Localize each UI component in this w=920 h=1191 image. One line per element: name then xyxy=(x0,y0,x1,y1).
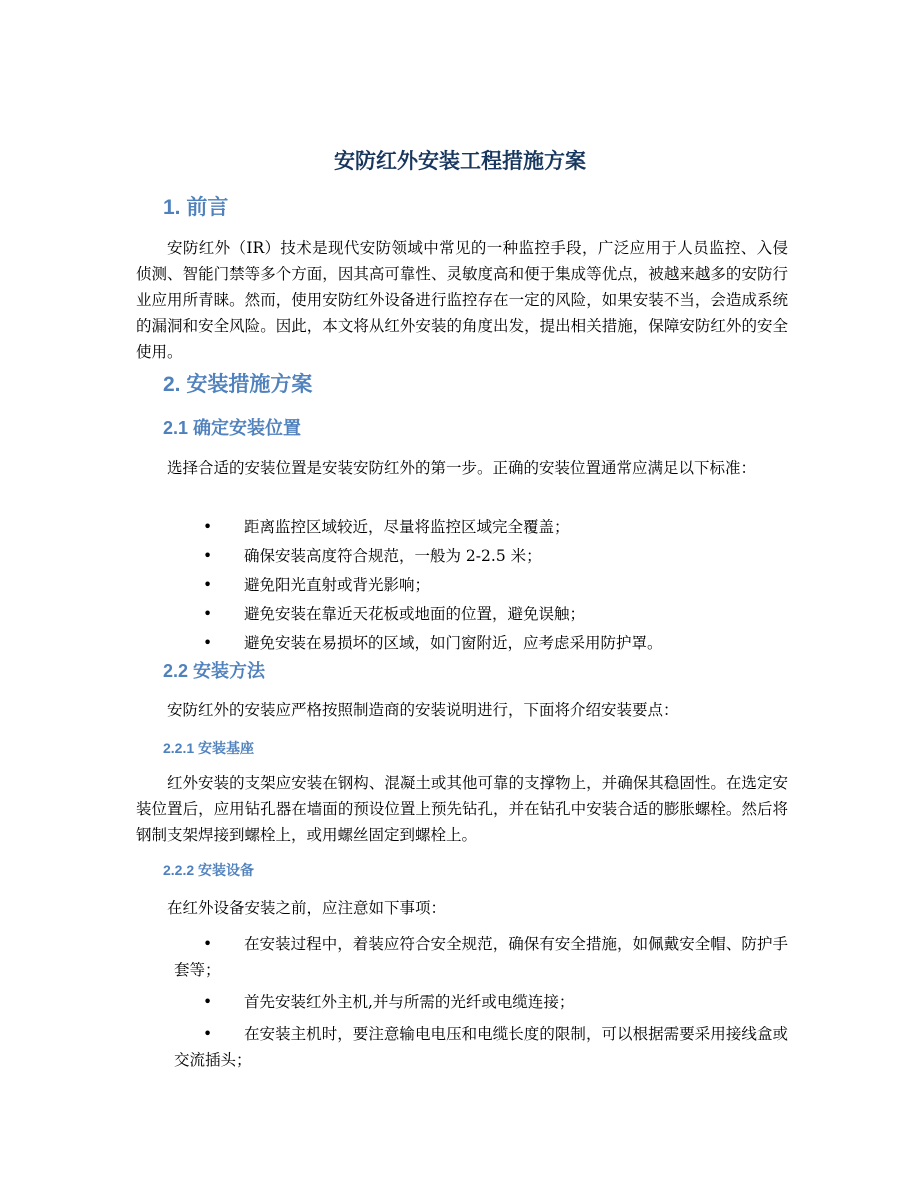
bullet-icon: • xyxy=(203,605,213,623)
list-item-text: 距离监控区域较近，尽量将监控区域完全覆盖； xyxy=(244,518,570,536)
list-item xyxy=(0,514,920,543)
bullet-icon: • xyxy=(203,935,213,953)
equipment-intro: 在红外设备安装之前，应注意如下事项： xyxy=(167,899,447,917)
list-item xyxy=(0,1021,920,1073)
equipment-notes-list xyxy=(0,931,920,1079)
bullet-icon: • xyxy=(203,634,213,652)
list-item-text: 避免安装在易损坏的区域，如门窗附近，应考虑采用防护罩。 xyxy=(244,634,663,652)
bullet-icon: • xyxy=(203,518,213,536)
heading-location: 2.1 确定安装位置 xyxy=(163,418,302,438)
list-item xyxy=(0,989,920,1015)
method-intro: 安防红外的安装应严格按照制造商的安装说明进行，下面将介绍安装要点： xyxy=(167,701,679,719)
location-intro: 选择合适的安装位置是安装安防红外的第一步。正确的安装位置通常应满足以下标准： xyxy=(167,459,757,477)
list-item xyxy=(0,931,920,983)
list-item xyxy=(0,572,920,601)
bullet-icon: • xyxy=(203,1025,213,1043)
base-paragraph: 红外安装的支架应安装在钢构、混凝土或其他可靠的支撑物上，并确保其稳固性。在选定安装位置后，应用钻孔器在墙面的预设位置上预先钻孔，并在钻孔中安装合适的膨胀螺栓。然后将钢制支架焊接到螺栓上，或用螺丝固定到螺栓上。 xyxy=(136,774,788,844)
heading-base: 2.2.1 安装基座 xyxy=(163,740,255,756)
bullet-icon: • xyxy=(203,547,213,565)
list-item-text: 在安装过程中，着装应符合安全规范，确保有安全措施，如佩戴安全帽、防护手套等； xyxy=(174,935,788,979)
bullet-icon: • xyxy=(203,993,213,1011)
document-title: 安防红外安装工程措施方案 xyxy=(334,148,586,173)
list-item-text: 避免安装在靠近天花板或地面的位置，避免误触； xyxy=(244,605,586,623)
list-item-text: 避免阳光直射或背光影响； xyxy=(244,576,431,594)
heading-preface: 1. 前言 xyxy=(163,196,229,219)
list-item xyxy=(0,601,920,630)
bullet-icon: • xyxy=(203,576,213,594)
heading-install-plan: 2. 安装措施方案 xyxy=(163,373,313,396)
list-item-text: 确保安装高度符合规范，一般为 2-2.5 米； xyxy=(244,547,542,565)
list-item xyxy=(0,630,920,659)
heading-method: 2.2 安装方法 xyxy=(163,661,266,681)
preface-paragraph: 安防红外（IR）技术是现代安防领域中常见的一种监控手段，广泛应用于人员监控、入侵侦测、智能门禁等多个方面，因其高可靠性、灵敏度高和便于集成等优点，被越来越多的安防行业应用所青睐。然而，使用安防红外设备进行监控存在一定的风险，如果安装不当，会造成系统的漏洞和安全风险。因此，本文将从红外安装的角度出发，提出相关措施，保障安防红外的安全使用。 xyxy=(136,239,788,361)
list-item-text: 首先安装红外主机,并与所需的光纤或电缆连接； xyxy=(244,993,575,1011)
list-item-text: 在安装主机时，要注意输电电压和电缆长度的限制，可以根据需要采用接线盒或交流插头； xyxy=(174,1025,788,1069)
list-item xyxy=(0,543,920,572)
heading-equipment: 2.2.2 安装设备 xyxy=(163,862,255,878)
location-criteria-list xyxy=(0,514,920,659)
